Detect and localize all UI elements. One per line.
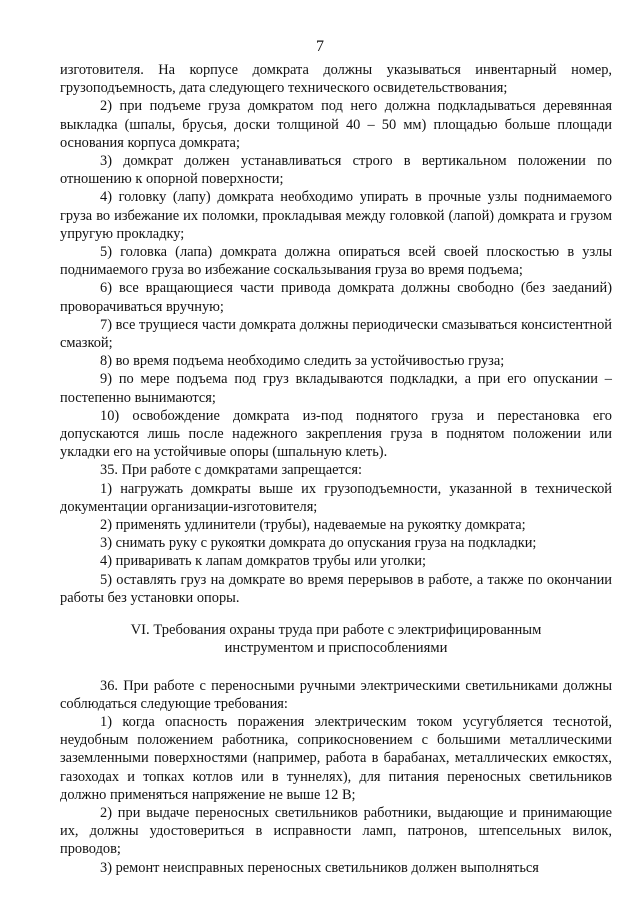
section-heading-line1: VI. Требования охраны труда при работе с электрифицированным (130, 622, 542, 639)
page-number: 7 (316, 38, 324, 55)
paragraph: 10) освобождение домкрата из-под поднятого груза и перестановка его допускаются лишь после надежного закрепления груза в поднятом положении или укладки его на устойчивые опоры (шпальную клеть). (60, 407, 612, 461)
paragraph: 3) ремонт неисправных переносных светильников должен выполняться (100, 859, 539, 876)
paragraph: 6) все вращающиеся части привода домкрата должны свободно (без заеданий) проворачиваться вручную; (60, 280, 612, 315)
document-body (60, 61, 612, 877)
paragraph: 3) домкрат должен устанавливаться строго в вертикальном положении по отношению к опорной поверхности; (60, 153, 612, 188)
paragraph: 3) снимать руку с рукоятки домкрата до опускания груза на подкладки; (100, 535, 537, 552)
paragraph: 4) головку (лапу) домкрата необходимо упирать в прочные узлы поднимаемого груза во избежание их поломки, прокладывая между головкой (лапой) домкрата и грузом упругую прокладку; (60, 189, 612, 242)
paragraph: 7) все трущиеся части домкрата должны периодически смазываться консистентной смазкой; (60, 316, 612, 352)
section-heading-line2: инструментом и приспособлениями (224, 640, 448, 657)
paragraph: 2) при выдаче переносных светильников работники, выдающие и принимающие их, должны удостовериться в исправности ламп, патронов, штепсельных вилок, проводов; (60, 804, 612, 858)
paragraph: 5) оставлять груз на домкрате во время перерывов в работе, а также по окончании работы без установки опоры. (60, 571, 612, 606)
paragraph: 1) нагружать домкраты выше их грузоподъемности, указанной в технической документации организации-изготовителя; (60, 480, 612, 515)
paragraph: 35. При работе с домкратами запрещается: (100, 462, 362, 479)
paragraph: 36. При работе с переносными ручными электрическими светильниками должны соблюдаться следующие требования: (60, 677, 612, 712)
paragraph: 9) по мере подъема под груз вкладываются подкладки, а при его опускании – постепенно вынимаются; (60, 371, 612, 406)
paragraph: изготовителя. На корпусе домкрата должны указываться инвентарный номер, грузоподъемность, дата следующего технического освидетельствования; (60, 62, 612, 97)
paragraph: 5) головка (лапа) домкрата должна опираться всей своей плоскостью в узлы поднимаемого груза во избежание соскальзывания груза во время подъема; (60, 244, 612, 279)
paragraph: 2) применять удлинители (трубы), надеваемые на рукоятку домкрата; (100, 517, 526, 534)
paragraph: 4) приваривать к лапам домкратов трубы или уголки; (100, 553, 427, 570)
paragraph: 1) когда опасность поражения электрическим током усугубляется теснотой, неудобным положением работника, соприкосновением с большими металлическими заземленными поверхностями (например, работа в барабанах, металлических емкостях, газоходах и топках котлов или в туннелях), для питания переносных светильников должно применяться напряжение не выше 12 В; (60, 713, 612, 803)
paragraph: 2) при подъеме груза домкратом под него должна подкладываться деревянная выкладка (шпалы, брусья, доски толщиной 40 – 50 мм) площадью больше площади основания корпуса домкрата; (60, 98, 612, 151)
section-heading (60, 621, 612, 657)
paragraph: 8) во время подъема необходимо следить за устойчивостью груза; (100, 353, 505, 370)
